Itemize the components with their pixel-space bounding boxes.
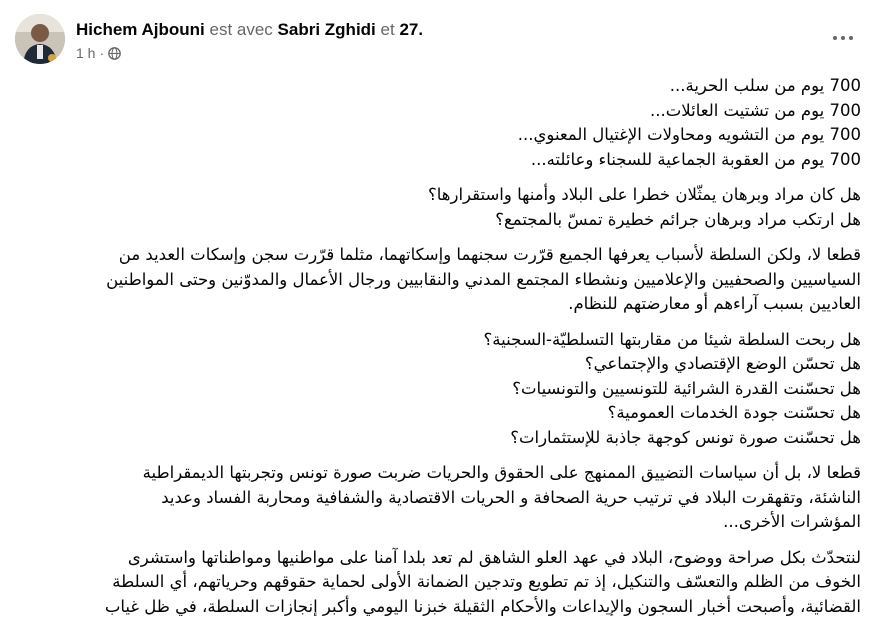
text-line: القضائية، وأصبحت أخبار السجون والإيداعات والأحكام الثقيلة خبزنا اليومي وأكبر إنجازات السلطة، في ظل غياب [104, 596, 861, 616]
text-line: السياسيين والصحفيين والإعلاميين ونشطاء المجتمع المدني والنقابيين ورجال الأعمال والمدوّنين وحتى المواطنين [106, 269, 861, 289]
text-line: لنتحدّث بكل صراحة ووضوح، البلاد في عهد العلو الشاهق لم تعد بلدا آمنا على مواطنيها ومواطناتها واستشرى [127, 547, 861, 567]
paragraph [15, 461, 861, 535]
post-time[interactable]: 1 h [76, 45, 96, 61]
text-line: العاديين بسبب آراءهم أو معارضتهم للنظام. [568, 294, 861, 313]
post-meta [76, 44, 121, 62]
paragraph [15, 74, 861, 172]
text-line: المؤشرات الأخرى... [723, 512, 861, 531]
text-line: قطعا لا، بل أن سياسات التضييق الممنهج على الحقوق والحريات ضربت صورة تونس وتجربتها الديمقراطية [142, 463, 861, 482]
text-line: 700 يوم من سلب الحرية... [669, 76, 861, 95]
text-line: الناشئة، وتقهقرت البلاد في ترتيب حرية الصحافة و الحريات الاقتصادية والشفافية ومحاربة الفساد وعديد [161, 487, 861, 507]
text-line: هل ربحت السلطة شيئا من مقاربتها التسلطيّة-السجنية؟ [483, 329, 861, 349]
more-options-button[interactable] [825, 20, 861, 56]
author-name[interactable]: Hichem Ajbouni [76, 20, 205, 39]
paragraph [15, 183, 861, 232]
more-dot [849, 36, 853, 40]
paragraph [15, 328, 861, 451]
globe-icon[interactable] [108, 47, 121, 60]
text-line: 700 يوم من التشويه ومحاولات الإغتيال المعنوي... [517, 125, 861, 144]
profile-photo [15, 14, 65, 64]
text-line: هل تحسّن الوضع الإقتصادي والإجتماعي؟ [584, 354, 861, 373]
text-line: قطعا لا، ولكن السلطة لأسباب يعرفها الجميع قرّرت سجنهما وإسكاتهما، مثلما قرّرت سجن وإسكات العديد من [118, 245, 861, 264]
text-line: هل تحسّنت القدرة الشرائية للتونسيين والتونسيات؟ [512, 378, 861, 398]
text-line: هل ارتكب مراد وبرهان جرائم خطيرة تمسّ بالمجتمع؟ [495, 209, 861, 229]
text-line: هل تحسّنت جودة الخدمات العمومية؟ [607, 403, 861, 422]
tagged-person[interactable]: Sabri Zghidi [277, 20, 376, 39]
paragraph [15, 243, 861, 317]
more-options-icon [833, 36, 837, 40]
text-line: 700 يوم من تشتيت العائلات... [650, 100, 861, 120]
post-header [15, 14, 865, 66]
others-count-link[interactable]: 27. [399, 20, 424, 39]
and-text: et [380, 20, 395, 39]
paragraph [15, 546, 861, 620]
post-text [15, 74, 861, 630]
author-line [76, 19, 423, 41]
text-line: هل كان مراد وبرهان يمثّلان خطرا على البلاد وأمنها واستقرارها؟ [428, 185, 861, 204]
text-line: الخوف من الظلم والتعسّف والتنكيل، إذ تم تطويع وتدجين الضمانة الأولى لحماية حقوقهم وحرياتهم، أي السلطة [112, 572, 861, 591]
others-count: 27 [399, 20, 419, 39]
more-dot [841, 36, 845, 40]
text-line: 700 يوم من العقوبة الجماعية للسجناء وعائلته... [530, 149, 861, 169]
text-line: هل تحسّنت صورة تونس كوجهة جاذبة للإستثمارات؟ [510, 427, 861, 447]
meta-separator: · [99, 45, 105, 61]
avatar[interactable] [15, 14, 65, 64]
with-text: est avec [209, 20, 273, 39]
